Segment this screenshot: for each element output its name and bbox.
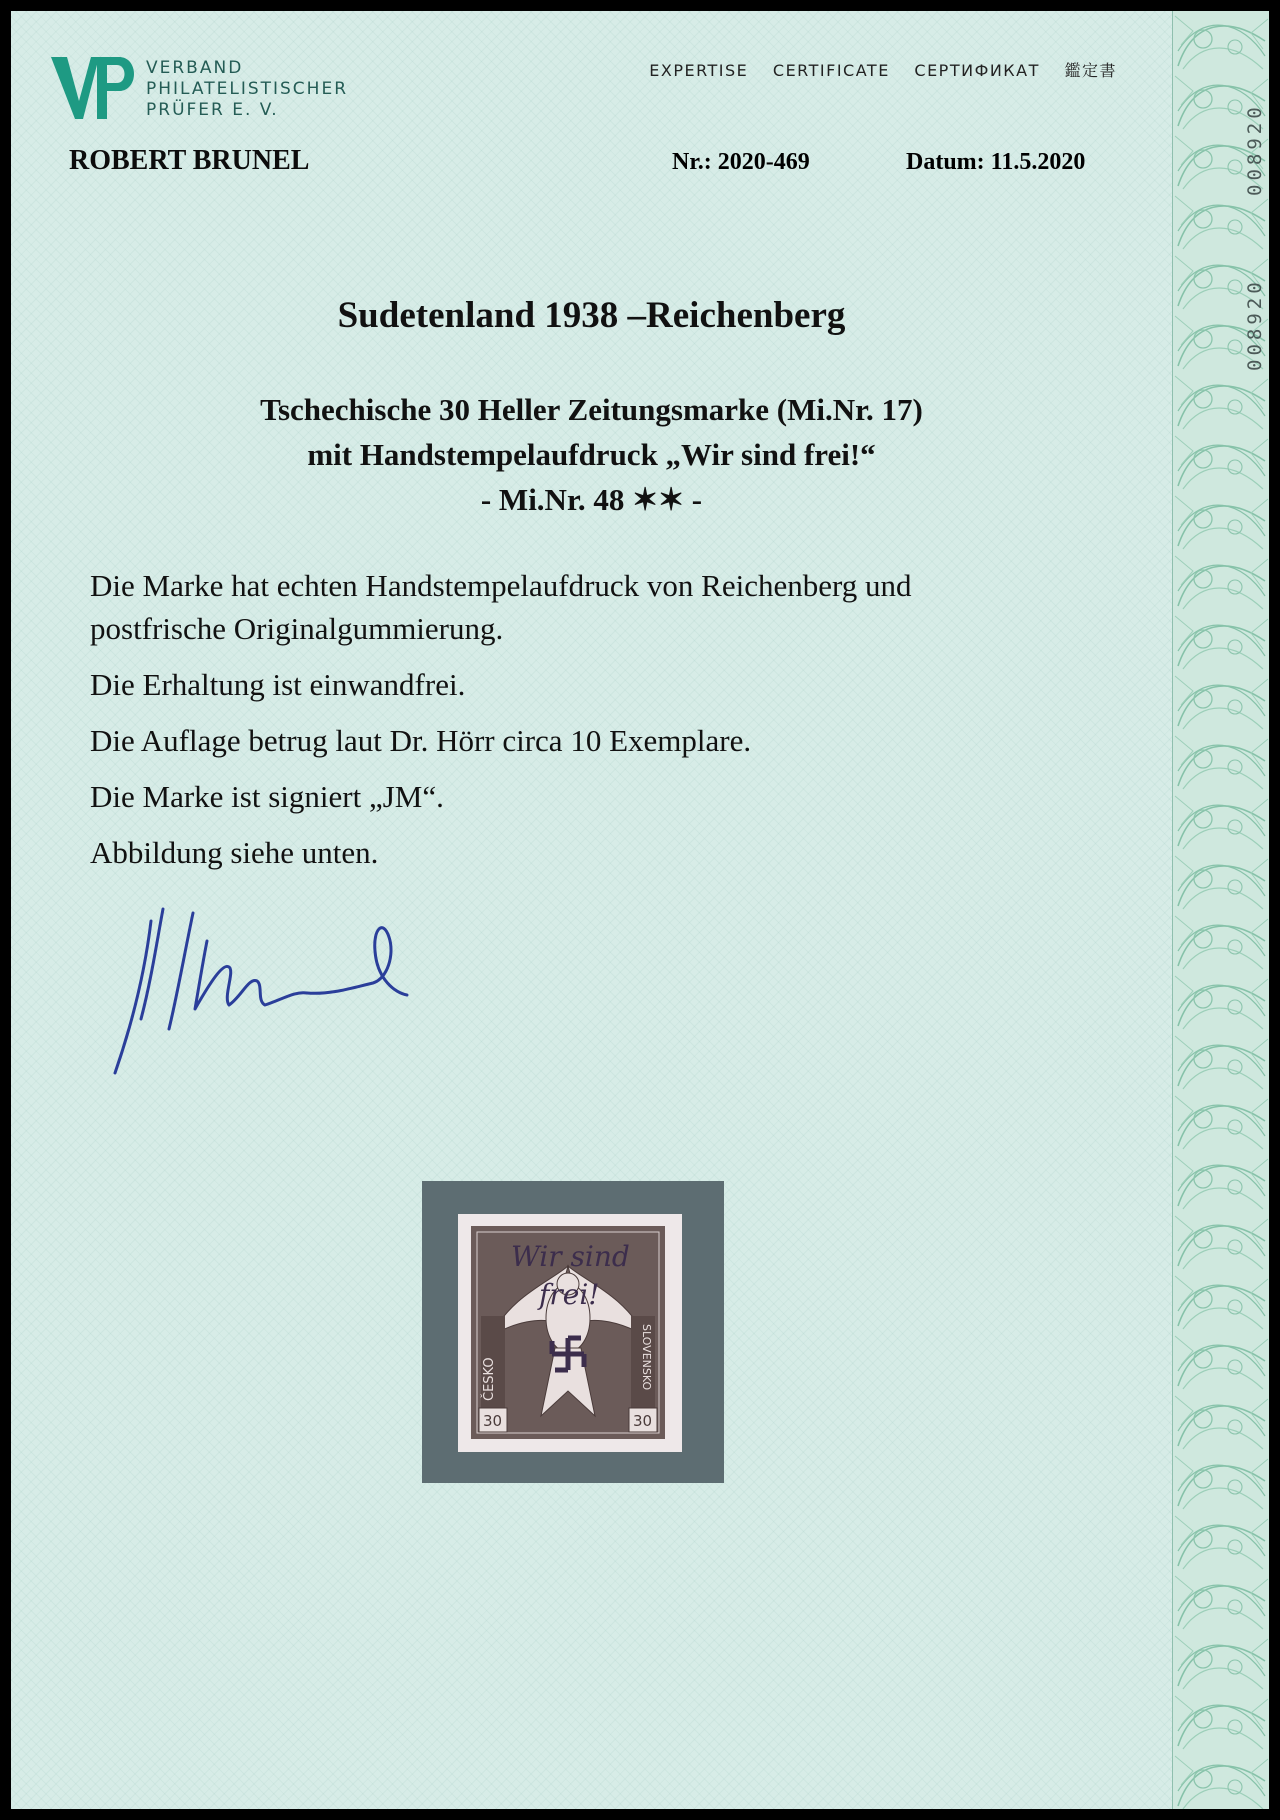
stamp-photo (422, 1181, 724, 1483)
handwritten-signature (111, 901, 471, 1081)
title-russian: СЕРТИФИКАТ (914, 61, 1040, 80)
certificate (11, 11, 1269, 1809)
paragraph-3: Die Erhaltung ist einwandfrei. (90, 667, 466, 702)
subheading-line-2: mit Handstempelaufdruck „Wir sind frei!“ (307, 437, 876, 472)
association-name (146, 58, 348, 121)
denomination-right: 30 (633, 1412, 653, 1430)
subheading-line-1: Tschechische 30 Heller Zeitungsmarke (Mi.Nr. 17) (260, 392, 923, 427)
association-line-2: PHILATELISTISCHER (146, 79, 349, 99)
title-expertise: EXPERTISE (649, 61, 749, 80)
certificate-number: Nr.: 2020-469 (672, 149, 810, 175)
examiner-name: ROBERT BRUNEL (69, 145, 310, 176)
expertise-text (90, 564, 1110, 887)
stamp (458, 1214, 682, 1452)
stamp-border-left: ČESKO (482, 1357, 497, 1401)
paragraph-1: Die Marke hat echten Handstempelaufdruck von Reichenberg und (90, 568, 912, 603)
association-line-3: PRÜFER E. V. (146, 100, 279, 120)
serial-number-lower: 008920 (1244, 278, 1266, 371)
paragraph-2: postfrische Originalgummierung. (90, 611, 504, 646)
stamp-design (471, 1226, 665, 1439)
paragraph-5: Die Marke ist signiert „JM“. (90, 779, 444, 814)
subheading-line-3: - Mi.Nr. 48 ✶✶ - (480, 482, 703, 517)
association-line-1: VERBAND (146, 58, 244, 78)
certificate-titles (631, 58, 1117, 81)
certificate-date: Datum: 11.5.2020 (906, 149, 1086, 175)
overprint-line-2: frei! (539, 1278, 600, 1311)
serial-number-top: 008920 (1244, 103, 1266, 196)
title-certificate: CERTIFICATE (772, 61, 890, 80)
certificate-heading: Sudetenland 1938 –Reichenberg (337, 295, 846, 336)
denomination-left: 30 (483, 1412, 503, 1430)
stamp-description (11, 387, 1172, 522)
stamp-border-right: SLOVENSKO (640, 1324, 653, 1391)
paragraph-6: Abbildung siehe unten. (90, 835, 379, 870)
vp-logo (49, 49, 139, 129)
overprint-line-1: Wir sind (511, 1240, 630, 1273)
paragraph-4: Die Auflage betrug laut Dr. Hörr circa 10 Exemplare. (90, 723, 752, 758)
title-japanese: 鑑定書 (1064, 61, 1117, 80)
